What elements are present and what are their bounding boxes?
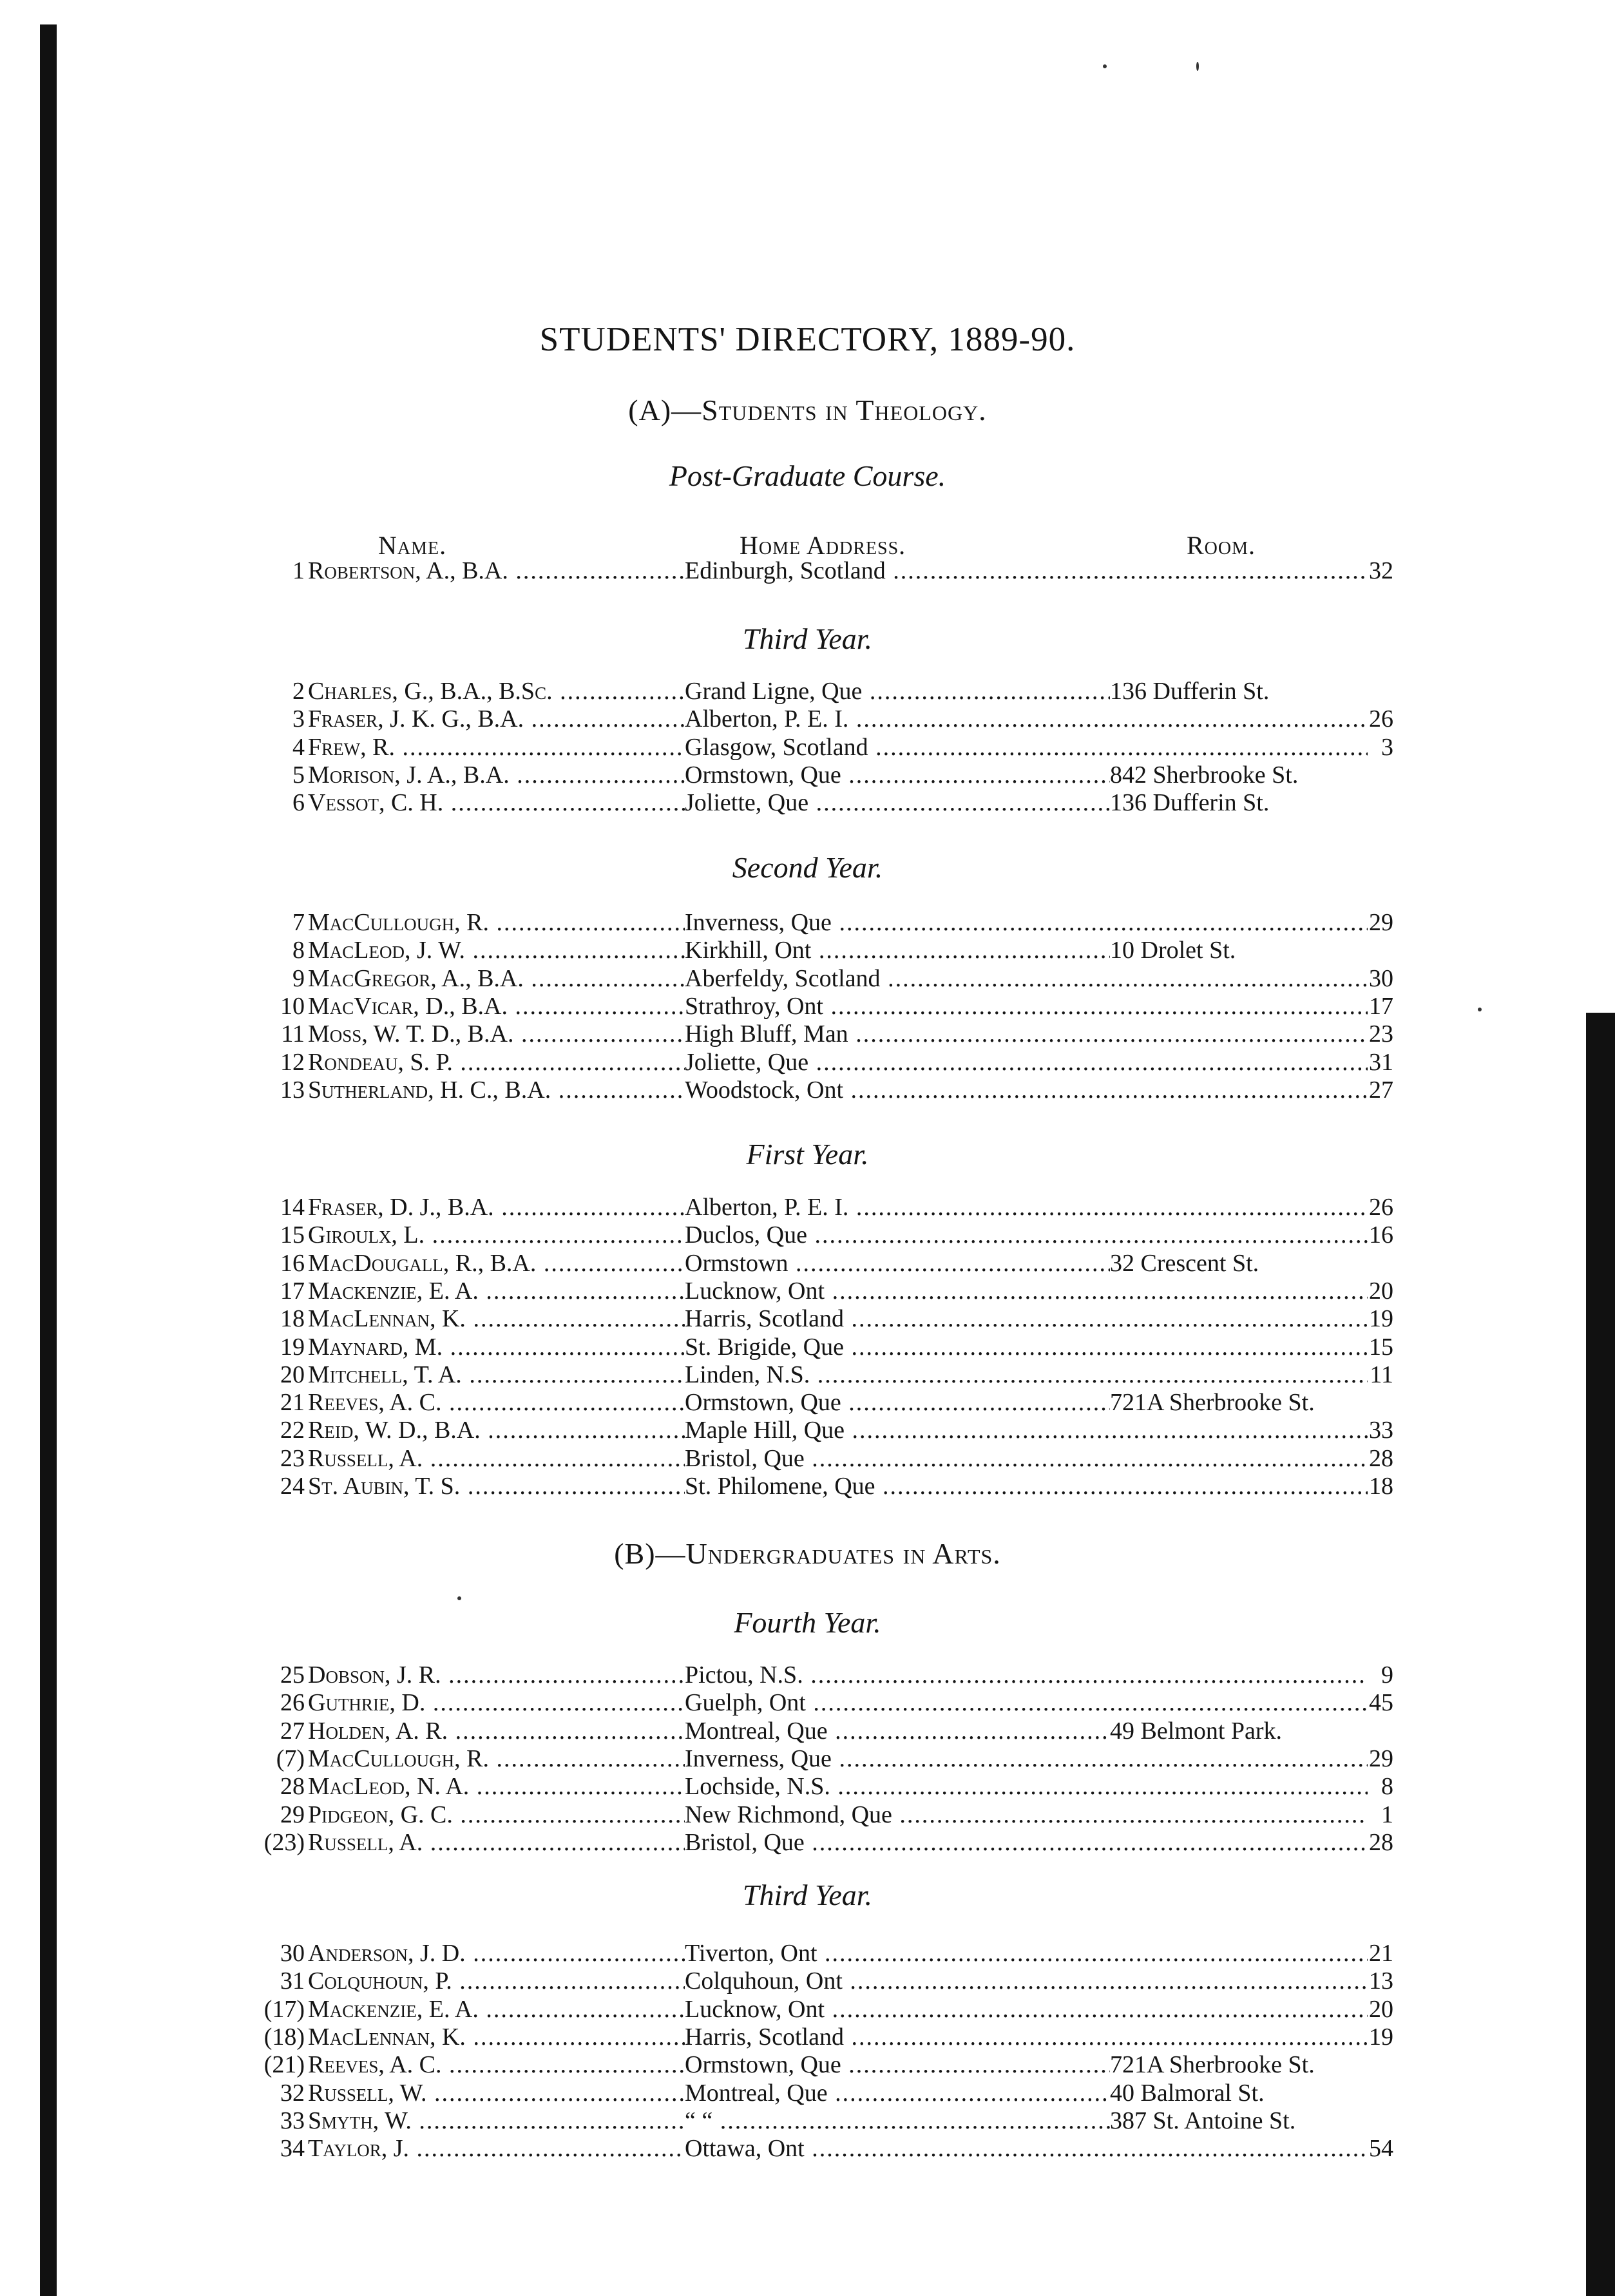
student-name	[308, 1076, 685, 1104]
student-name	[308, 1388, 685, 1417]
home-address-text: Ormstown	[685, 1250, 788, 1277]
home-address-text: Kirkhill, Ont	[685, 937, 812, 964]
room-number: 29	[1369, 1745, 1393, 1772]
directory-row	[0, 1967, 1615, 1995]
home-address-text: Duclos, Que	[685, 1221, 807, 1248]
student-name	[308, 1221, 685, 1249]
home-address-text: New Richmond, Que	[685, 1801, 892, 1828]
directory-row	[0, 1444, 1615, 1473]
home-address-text: Montreal, Que	[685, 2080, 828, 2107]
directory-row	[0, 733, 1615, 761]
home-address-text: Lucknow, Ont	[685, 1277, 825, 1305]
year-heading: Post-Graduate Course.	[669, 459, 946, 492]
home-address	[685, 2079, 1110, 2107]
directory-row	[0, 677, 1615, 705]
student-name-text: MacLennan, K.	[308, 2023, 466, 2051]
student-name	[308, 1361, 685, 1389]
student-number: 10	[280, 993, 305, 1020]
home-address	[685, 705, 1368, 733]
directory-row	[0, 2023, 1615, 2051]
student-name-text: Russell, A.	[308, 1829, 423, 1856]
city-address: 387 St. Antoine St.	[1110, 2107, 1381, 2135]
student-number: 28	[280, 1773, 305, 1800]
directory-row	[0, 1828, 1615, 1857]
student-number: 19	[280, 1334, 305, 1361]
directory-row	[0, 1717, 1615, 1745]
home-address	[685, 1444, 1368, 1473]
student-number: 2	[292, 678, 305, 705]
student-name	[308, 1249, 685, 1277]
home-address	[685, 1661, 1368, 1689]
student-number: 7	[292, 909, 305, 936]
student-name-text: Reeves, A. C.	[308, 2051, 442, 2078]
student-number: 21	[280, 1389, 305, 1416]
directory-row	[0, 2107, 1615, 2135]
student-name-text: Dobson, J. R.	[308, 1661, 441, 1689]
student-name-text: MacLeod, N. A.	[308, 1773, 470, 1800]
home-address	[685, 1939, 1368, 1967]
home-address-text: Bristol, Que	[685, 1829, 805, 1856]
student-name-text: Fraser, J. K. G., B.A.	[308, 705, 524, 732]
room-number: 8	[1368, 1772, 1393, 1801]
home-address	[685, 1388, 1110, 1417]
student-name	[308, 1472, 685, 1500]
student-name-text: Morison, J. A., B.A.	[308, 761, 510, 789]
room-number: 18	[1369, 1473, 1393, 1500]
student-number: 5	[292, 761, 305, 789]
home-address	[685, 761, 1110, 789]
student-name	[308, 677, 685, 705]
student-name-text: Frew, R.	[308, 734, 395, 761]
home-address	[685, 1745, 1368, 1773]
home-address-text: Joliette, Que	[685, 1049, 809, 1076]
home-address	[685, 1689, 1368, 1717]
column-header-room: Room.	[1187, 531, 1256, 560]
student-name	[308, 1967, 685, 1995]
student-number: (21)	[263, 2051, 305, 2078]
home-address-text: Ottawa, Ont	[685, 2135, 805, 2162]
student-name-text: Vessot, C. H.	[308, 789, 444, 816]
directory-row	[0, 1801, 1615, 1829]
student-name	[308, 733, 685, 761]
student-name	[308, 1689, 685, 1717]
home-address-text: Bristol, Que	[685, 1445, 805, 1472]
home-address-text: Harris, Scotland	[685, 2023, 844, 2051]
room-number: 17	[1369, 993, 1393, 1020]
student-name-text: MacCullough, R.	[308, 1745, 489, 1772]
room-number: 27	[1369, 1076, 1393, 1104]
section-heading: (B)—Undergraduates in Arts.	[614, 1537, 1001, 1570]
student-name	[308, 964, 685, 993]
room-number: 29	[1369, 909, 1393, 936]
home-address	[685, 1249, 1110, 1277]
student-number: 23	[280, 1445, 305, 1472]
student-name-text: MacGregor, A., B.A.	[308, 965, 524, 992]
year-heading: First Year.	[746, 1138, 869, 1171]
directory-row	[0, 1076, 1615, 1104]
room-number: 33	[1369, 1417, 1393, 1444]
home-address-text: Aberfeldy, Scotland	[685, 965, 881, 992]
home-address	[685, 1277, 1368, 1305]
student-name-text: Mitchell, T. A.	[308, 1361, 462, 1388]
student-name	[308, 2023, 685, 2051]
student-name-text: Rondeau, S. P.	[308, 1049, 453, 1076]
student-number: 4	[292, 734, 305, 761]
home-address	[685, 1828, 1368, 1857]
room-number: 1	[1368, 1801, 1393, 1829]
student-number: 15	[280, 1221, 305, 1248]
directory-row	[0, 2051, 1615, 2079]
home-address-text: St. Philomene, Que	[685, 1473, 875, 1500]
home-address	[685, 1076, 1368, 1104]
home-address-text: Tiverton, Ont	[685, 1940, 817, 1967]
student-number: 26	[280, 1689, 305, 1716]
home-address-text: High Bluff, Man	[685, 1020, 848, 1048]
directory-row	[0, 1472, 1615, 1500]
student-number: 1	[292, 557, 305, 584]
city-address: 10 Drolet St.	[1110, 936, 1381, 964]
home-address-text: Woodstock, Ont	[685, 1076, 844, 1104]
room-number: 19	[1369, 2023, 1393, 2051]
directory-row	[0, 1772, 1615, 1801]
room-number: 19	[1369, 1305, 1393, 1332]
home-address	[685, 2134, 1368, 2163]
student-name	[308, 2107, 685, 2135]
directory-row	[0, 1661, 1615, 1689]
student-name-text: Giroulx, L.	[308, 1221, 425, 1248]
home-address-text: St. Brigide, Que	[685, 1334, 844, 1361]
student-name	[308, 936, 685, 964]
student-number: 32	[280, 2080, 305, 2107]
home-address	[685, 1361, 1368, 1389]
student-name-text: Fraser, D. J., B.A.	[308, 1194, 494, 1221]
student-name	[308, 1416, 685, 1444]
directory-row	[0, 1995, 1615, 2023]
home-address	[685, 964, 1368, 993]
student-number: 8	[292, 937, 305, 964]
home-address	[685, 2051, 1110, 2079]
student-name	[308, 1048, 685, 1076]
home-address-text: Lucknow, Ont	[685, 1996, 825, 2023]
home-address-text: Glasgow, Scotland	[685, 734, 868, 761]
student-number: 30	[280, 1940, 305, 1967]
room-number: 11	[1368, 1361, 1393, 1389]
student-name	[308, 1277, 685, 1305]
home-address	[685, 733, 1368, 761]
room-number: 9	[1368, 1661, 1393, 1689]
directory-row	[0, 1416, 1615, 1444]
home-address	[685, 1221, 1368, 1249]
home-address	[685, 557, 1368, 585]
city-address: 721A Sherbrooke St.	[1110, 1388, 1381, 1417]
directory-row	[0, 557, 1615, 585]
student-name	[308, 761, 685, 789]
student-name-text: Robertson, A., B.A.	[308, 557, 508, 584]
student-number: (18)	[263, 2023, 305, 2051]
home-address	[685, 1305, 1368, 1333]
room-number: 26	[1369, 705, 1393, 732]
home-address	[685, 1193, 1368, 1221]
student-name-text: Mackenzie, E. A.	[308, 1277, 479, 1305]
room-number: 45	[1369, 1689, 1393, 1716]
student-name	[308, 1939, 685, 1967]
room-number: 20	[1369, 1277, 1393, 1305]
home-address-text: Ormstown, Que	[685, 2051, 841, 2078]
student-name-text: MacVicar, D., B.A.	[308, 993, 508, 1020]
room-number: 54	[1369, 2135, 1393, 2162]
student-name	[308, 1193, 685, 1221]
home-address-text: Ormstown, Que	[685, 761, 841, 789]
directory-row	[0, 2079, 1615, 2107]
student-number: 29	[280, 1801, 305, 1828]
home-address-text: Alberton, P. E. I.	[685, 705, 849, 732]
section-heading: (A)—Students in Theology.	[628, 394, 987, 426]
year-heading: Second Year.	[732, 851, 883, 884]
directory-row	[0, 789, 1615, 817]
student-number: 24	[280, 1473, 305, 1500]
column-header-address: Home Address.	[740, 531, 906, 560]
room-number: 32	[1369, 557, 1393, 584]
student-name-text: Russell, W.	[308, 2080, 427, 2107]
home-address-text: Ormstown, Que	[685, 1389, 841, 1416]
student-number: 9	[292, 965, 305, 992]
room-number: 28	[1369, 1445, 1393, 1472]
student-number: 27	[280, 1717, 305, 1745]
student-number: (23)	[263, 1829, 305, 1856]
student-name-text: Pidgeon, G. C.	[308, 1801, 453, 1828]
student-name	[308, 908, 685, 937]
home-address-text: Colquhoun, Ont	[685, 1967, 843, 1995]
student-number: 6	[292, 789, 305, 816]
year-heading: Fourth Year.	[734, 1606, 881, 1639]
student-number: 33	[280, 2107, 305, 2134]
student-name-text: MacLeod, J. W.	[308, 937, 465, 964]
city-address: 136 Dufferin St.	[1110, 677, 1381, 705]
room-number: 13	[1369, 1967, 1393, 1995]
student-name-text: MacDougall, R., B.A.	[308, 1250, 537, 1277]
directory-row	[0, 705, 1615, 733]
year-heading: Third Year.	[742, 622, 873, 655]
city-address: 136 Dufferin St.	[1110, 789, 1381, 817]
student-name	[308, 1444, 685, 1473]
student-name-text: Smyth, W.	[308, 2107, 412, 2134]
home-address-text: Harris, Scotland	[685, 1305, 844, 1332]
student-number: 11	[281, 1020, 305, 1048]
student-number: (17)	[263, 1996, 305, 2023]
student-name	[308, 1801, 685, 1829]
directory-row	[0, 964, 1615, 993]
home-address-text: Edinburgh, Scotland	[685, 557, 886, 584]
student-name-text: MacLennan, K.	[308, 1305, 466, 1332]
city-address: 49 Belmont Park.	[1110, 1717, 1381, 1745]
student-name	[308, 789, 685, 817]
room-number: 31	[1369, 1049, 1393, 1076]
year-heading: Third Year.	[742, 1879, 873, 1911]
student-number: 3	[292, 705, 305, 732]
directory-row	[0, 2134, 1615, 2163]
home-address-text: Strathroy, Ont	[685, 993, 823, 1020]
home-address-text: “ “	[685, 2107, 713, 2134]
student-name	[308, 1995, 685, 2023]
student-number: 12	[280, 1049, 305, 1076]
directory-row	[0, 1388, 1615, 1417]
room-number: 21	[1369, 1940, 1393, 1967]
home-address	[685, 1772, 1368, 1801]
scan-speck	[1196, 62, 1199, 71]
scan-speck	[1103, 64, 1107, 68]
directory-row	[0, 1193, 1615, 1221]
home-address-text: Montreal, Que	[685, 1717, 828, 1745]
room-number: 30	[1369, 965, 1393, 992]
home-address	[685, 789, 1110, 817]
directory-row	[0, 1745, 1615, 1773]
page-title: STUDENTS' DIRECTORY, 1889-90.	[539, 321, 1076, 358]
student-name-text: Russell, A.	[308, 1445, 423, 1472]
home-address-text: Inverness, Que	[685, 909, 832, 936]
home-address-text: Alberton, P. E. I.	[685, 1194, 849, 1221]
city-address: 32 Crescent St.	[1110, 1249, 1381, 1277]
directory-row	[0, 1277, 1615, 1305]
directory-row	[0, 761, 1615, 789]
student-name	[308, 1333, 685, 1361]
room-number: 16	[1369, 1221, 1393, 1248]
student-name	[308, 2051, 685, 2079]
room-number: 23	[1369, 1020, 1393, 1048]
home-address-text: Maple Hill, Que	[685, 1417, 845, 1444]
room-number: 20	[1369, 1996, 1393, 2023]
city-address: 842 Sherbrooke St.	[1110, 761, 1381, 789]
student-number: 20	[280, 1361, 305, 1388]
student-name-text: Maynard, M.	[308, 1334, 443, 1361]
student-number: 25	[280, 1661, 305, 1689]
student-number: 34	[280, 2135, 305, 2162]
home-address	[685, 677, 1110, 705]
home-address-text: Guelph, Ont	[685, 1689, 806, 1716]
student-name-text: Mackenzie, E. A.	[308, 1996, 479, 2023]
directory-row	[0, 936, 1615, 964]
home-address	[685, 1717, 1110, 1745]
home-address	[685, 1333, 1368, 1361]
home-address-text: Joliette, Que	[685, 789, 809, 816]
home-address	[685, 1020, 1368, 1048]
student-name	[308, 1661, 685, 1689]
student-name-text: Holden, A. R.	[308, 1717, 448, 1745]
home-address	[685, 1048, 1368, 1076]
student-name	[308, 1305, 685, 1333]
student-name-text: Sutherland, H. C., B.A.	[308, 1076, 551, 1104]
column-header-name: Name.	[378, 531, 447, 560]
home-address	[685, 992, 1368, 1020]
student-number: 17	[280, 1277, 305, 1305]
student-number: 31	[280, 1967, 305, 1995]
student-name	[308, 1828, 685, 1857]
home-address	[685, 1801, 1368, 1829]
directory-row	[0, 1249, 1615, 1277]
directory-row	[0, 1361, 1615, 1389]
home-address	[685, 1995, 1368, 2023]
student-name-text: Taylor, J.	[308, 2135, 410, 2162]
room-number: 3	[1368, 733, 1393, 761]
student-name-text: Reeves, A. C.	[308, 1389, 442, 1416]
directory-row	[0, 1689, 1615, 1717]
student-name	[308, 705, 685, 733]
student-name	[308, 1717, 685, 1745]
student-name	[308, 557, 685, 585]
city-address: 40 Balmoral St.	[1110, 2079, 1381, 2107]
student-number: 13	[280, 1076, 305, 1104]
student-name-text: Reid, W. D., B.A.	[308, 1417, 481, 1444]
student-name-text: St. Aubin, T. S.	[308, 1473, 461, 1500]
student-name-text: Moss, W. T. D., B.A.	[308, 1020, 514, 1048]
student-name	[308, 2134, 685, 2163]
home-address	[685, 2107, 1110, 2135]
student-name	[308, 1745, 685, 1773]
room-number: 28	[1369, 1829, 1393, 1856]
student-name	[308, 1772, 685, 1801]
home-address	[685, 936, 1110, 964]
directory-row	[0, 992, 1615, 1020]
home-address	[685, 1967, 1368, 1995]
student-name-text: Charles, G., B.A., B.Sc.	[308, 678, 553, 705]
room-number: 15	[1369, 1334, 1393, 1361]
student-name	[308, 992, 685, 1020]
scan-speck	[457, 1596, 461, 1600]
directory-row	[0, 1939, 1615, 1967]
student-name	[308, 1020, 685, 1048]
student-number: 14	[280, 1194, 305, 1221]
student-number: 16	[280, 1250, 305, 1277]
home-address	[685, 1416, 1368, 1444]
directory-row	[0, 908, 1615, 937]
student-name-text: Guthrie, D.	[308, 1689, 426, 1716]
student-name-text: Anderson, J. D.	[308, 1940, 466, 1967]
home-address	[685, 908, 1368, 937]
student-name	[308, 2079, 685, 2107]
student-number: 18	[280, 1305, 305, 1332]
student-name-text: MacCullough, R.	[308, 909, 489, 936]
city-address: 721A Sherbrooke St.	[1110, 2051, 1381, 2079]
room-number: 26	[1369, 1194, 1393, 1221]
directory-row	[0, 1333, 1615, 1361]
directory-row	[0, 1048, 1615, 1076]
home-address-text: Grand Ligne, Que	[685, 678, 863, 705]
home-address-text: Lochside, N.S.	[685, 1773, 830, 1800]
home-address-text: Pictou, N.S.	[685, 1661, 803, 1689]
directory-row	[0, 1221, 1615, 1249]
directory-row	[0, 1020, 1615, 1048]
home-address-text: Inverness, Que	[685, 1745, 832, 1772]
student-name-text: Colquhoun, P.	[308, 1967, 452, 1995]
student-number: 22	[280, 1417, 305, 1444]
home-address	[685, 2023, 1368, 2051]
home-address-text: Linden, N.S.	[685, 1361, 810, 1388]
home-address	[685, 1472, 1368, 1500]
student-number: (7)	[276, 1745, 305, 1772]
directory-row	[0, 1305, 1615, 1333]
